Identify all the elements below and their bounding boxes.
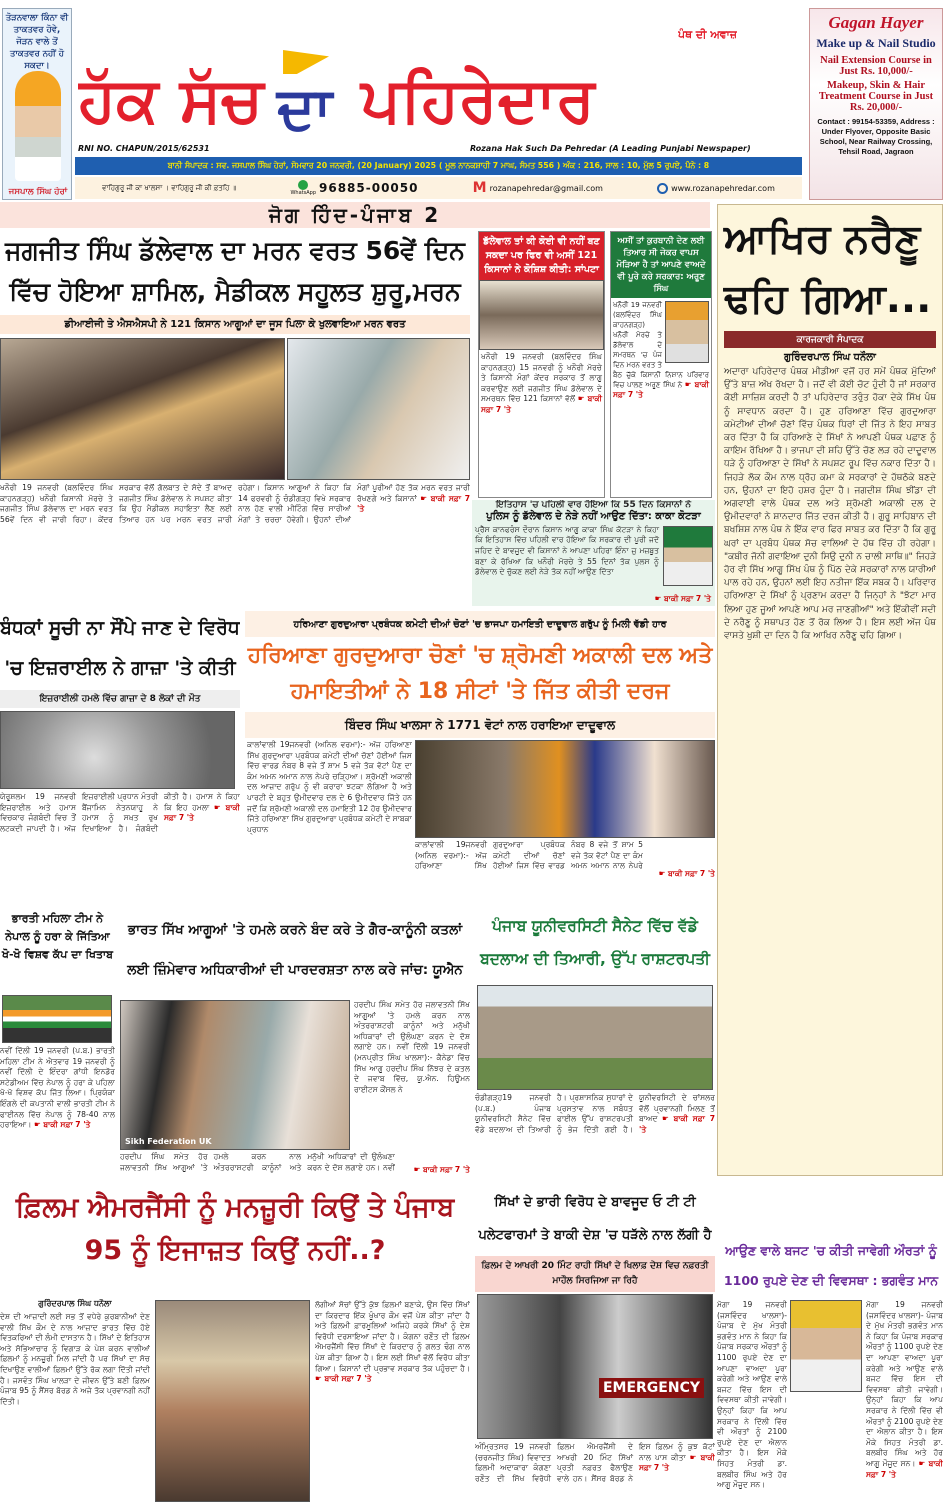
bhagwant-mann-photo <box>790 1300 862 1392</box>
website[interactable] <box>657 183 775 194</box>
lead-photo-farmers <box>0 338 285 480</box>
haryana-body-text-2: ਕਾਲਾਂਵਾਲੀ 19ਜਨਵਰੀ (ਅਨਿਲ ਵਰਮਾ):- ਅੱਜ ਹਰਿਆਣਾ ਸਿੱਖ ਗੁਰਦੁਆਰਾ ਪ੍ਰਬੰਧਕ ਕਮੇਟੀ ਦੀਆਂ ਚੋਣਾਂ ਹੋਈਆਂ ਜਿਸ ਵਿੱਚ ਵਾਰਡ ਨੰਬਰ 8 ਵਜੇ ਤੋਂ ਸ਼ਾਮ 5 ਵਜੇ ਤੱਕ ਵੋਟਾਂ ਪੈਣ ਦਾ ਕੰਮ ਅਮਨ ਅਮਾਨ ਨਾਲ ਨੇਪਰੇ <box>415 840 643 871</box>
council-body-text: ਹਰਦੀਪ ਸਿੰਘ ਸਮੇਤ ਹੋਰ ਜਲਾਵਤਨੀ ਸਿੱਖ ਆਗੂਆਂ 'ਤੇ ਹਮਲੇ ਕਰਨ ਨਾਲ ਅੰਤਰਰਾਸ਼ਟਰੀ ਕਾਨੂੰਨਾਂ ਅਤੇ ਮਨੁੱਖੀ ਅਧਿਕਾਰਾਂ ਦੀ ਉਲੰਘਣਾ ਕਰਨ ਦੇ ਦੋਸ਼ ਲਗਾਏ ਹਨ। ਨਵੀਂ ਦਿੱਲੀ 19 ਜਨਵਰੀ (ਮਨਪ੍ਰੀਤ ਸਿੰਘ ਖਾਲਸਾ):- ਕੈਨੇਡਾ ਵਿੱਚ ਸਿੱਖ ਆਗੂ ਹਰਦੀਪ ਸਿੰਘ ਨਿੱਝਰ ਦੇ ਕਤਲ ਦੇ ਜਵਾਬ ਵਿੱਚ, ਯੂ.ਐਨ. ਹਿਊਮਨ ਰਾਈਟਸ ਕੌਂਸਲ ਨੇ <box>354 1000 470 1094</box>
kotra-photo <box>663 526 713 586</box>
emergency-body-right-text: ਲੱਗੀਆਂ ਸੋਚਾਂ ਉੱਤੇ ਕੁੱਝ ਫ਼ਿਲਮਾਂ ਬਣਾਕੇ, ਉਸ ਵਿੱਚ ਸਿੱਖਾਂ ਦਾ ਕਿਰਦਾਰ ਇੱਕ ਖੂੰਖਾਰ ਕੌਮ ਵਜੋਂ ਪੇਸ਼ ਕੀਤਾ ਜਾਂਦਾ ਹੈ ਅਤੇ ਫ਼ਿਲਮੀ ਫ਼ਾਰਮੂਲਿਆਂ ਅਜਿਹੇ ਕਰਕੇ ਸਿੱਖਾਂ ਨੂੰ ਦੇਸ਼ ਵਿਰੋਧੀ ਦਰਸਾਇਆ ਜਾਂਦਾ ਹੈ। ਕੰਗਨਾ ਰਣੌਤ ਦੀ ਫ਼ਿਲਮ ਐਮਰਜੈਂਸੀ ਵਿੱਚ ਸਿੱਖਾਂ ਦੇ ਕਿਰਦਾਰ ਨੂੰ ਗਲਤ ਢੰਗ ਨਾਲ ਪੇਸ਼ ਕੀਤਾ ਗਿਆ ਹੈ। ਇਸ ਲਈ ਸਿੱਖਾਂ ਵੱਲੋਂ ਵਿਰੋਧ ਕੀਤਾ ਗਿਆ। ਕਿਸਾਨਾਂ ਦੀ ਪ੍ਰਭਾਵ ਸਰਕਾਰ ਤੱਕ ਪਹੁੰਚਦਾ ਹੈ। <box>315 1300 470 1373</box>
gaza-photo <box>0 711 235 789</box>
continued-link[interactable]: ☛ ਬਾਕੀ ਸਫ਼ਾ 7 'ਤੇ <box>164 802 240 823</box>
haryana-headline: ਹਰਿਆਣਾ ਗੁਰਦੁਆਰਾ ਚੋਣਾਂ 'ਚ ਸ਼੍ਰੋਮਣੀ ਅਕਾਲੀ ਦਲ ਅਤੇ ਹਮਾਇਤੀਆਂ ਨੇ 18 ਸੀਟਾਂ 'ਤੇ ਜਿੱਤ ਕੀਤੀ ਦਰਜ <box>247 643 713 704</box>
masthead-title-3: ਪਹਿਰੇਦਾਰ <box>361 63 595 136</box>
continued-link[interactable]: ☛ ਬਾਕੀ ਸਫ਼ਾ 7 'ਤੇ <box>639 1452 715 1473</box>
email[interactable] <box>473 180 603 196</box>
israel-body <box>0 792 240 878</box>
rni-number: RNI NO. CHAPUN/2015/62531 <box>78 144 210 153</box>
haryana-body-continued <box>415 840 643 880</box>
red-box-photo <box>479 280 604 350</box>
pu-body <box>475 1093 715 1177</box>
phone-number: 96885-00050 <box>319 181 419 195</box>
emergency-poster <box>477 1294 713 1439</box>
ad-course-1: Nail Extension Course in Just Rs. 10,000/- <box>820 55 932 77</box>
continued-link[interactable]: ☛ ਬਾਕੀ ਸਫ਼ਾ 7 'ਤੇ <box>315 1374 372 1384</box>
red-box-body-text: ਖਨੌਰੀ 19 ਜਨਵਰੀ (ਬਲਵਿੰਦਰ ਸਿੰਘ ਕਾਹਨਗੜ੍ਹ) 15 ਜਨਵਰੀ ਨੂੰ ਖਨੌਰੀ ਮੋਰਚੇ ਤੇ ਕਿਸਾਨੀ ਮੰਗਾਂ ਕੇਂਦਰ ਸਰਕਾਰ ਤੋਂ ਲਾਗੂ ਕਰਵਾਉਣ ਲਈ ਜਗਜੀਤ ਸਿੰਘ ਡੱਲੇਵਾਲ ਦੇ ਸਮਰਥਨ ਵਿੱਚ 121 ਕਿਸਾਨਾਂ ਵੱਲੋਂ <box>481 352 602 404</box>
green-box-body-text: ਖਨੌਰੀ 19 ਜਨਵਰੀ (ਬਲਵਿੰਦਰ ਸਿੰਘ ਕਾਹਨਗੜ੍ਹ) ਖਨੌਰੀ ਮੋਰਚੇ ਤੇ ਡੱਲੇਵਾਲ ਦੇ ਸਮਰਥਨ 'ਚ ਪੰਜ ਦਿਨ ਮਰਨ ਵਰਤ ਤੇ ਬੈਠ ਚੁੱਕੇ ਕਿਸਾਨੀ ਨਿਸ਼ਾਨ ਪਰਿਵਾਰ ਵਿਚ ਪਾਲਣ ਅਰੂਣ ਸਿੰਘ ਨੇ <box>613 301 709 389</box>
lead-body <box>0 483 470 579</box>
budget-headline: ਆਉਣ ਵਾਲੇ ਬਜਟ 'ਚ ਕੀਤੀ ਜਾਵੇਗੀ ਔਰਤਾਂ ਨੂੰ 1100 ਰੁਪਏ ਦੇਣ ਦੀ ਵਿਵਸਥਾ : ਭਗਵੰਤ ਮਾਨ <box>723 1243 939 1288</box>
website-url: www.rozanapehredar.com <box>671 183 775 193</box>
editorial-author: ਗੁਰਿੰਦਰਪਾਲ ਸਿੰਘ ਧਨੌਲਾ <box>784 351 876 363</box>
greeting: ਵਾਹਿਗੁਰੂ ਜੀ ਕਾ ਖਾਲਸਾ । ਵਾਹਿਗੁਰੂ ਜੀ ਕੀ ਫ਼ਤਹਿ ॥ <box>102 183 237 192</box>
ott-headline: ਸਿੱਖਾਂ ਦੇ ਭਾਰੀ ਵਿਰੋਧ ਦੇ ਬਾਵਜੂਦ ਓ ਟੀ ਟੀ ਪਲੇਟਫਾਰਮਾਂ ਤੇ ਬਾਕੀ ਦੇਸ਼ 'ਚ ਧੜੱਲੇ ਨਾਲ ਲੱਗੀ ਹੈ <box>478 1195 712 1243</box>
red-box-body <box>479 350 604 418</box>
editorial-headline: ਆਖਿਰ ਨਰੈਣੂ ਢਹਿ ਗਿਆ... <box>724 216 932 322</box>
israel-body-text: ਯੇਰੂਸ਼ਲਮ 19 ਜਨਵਰੀ ਇਜ਼ਰਾਈਲ ਅਤੇ ਹਮਾਸ ਵਿਚਕਾਰ ਜੰਗਬੰਦੀ ਵਿਚ ਤੌਂ ਲਟਕਦੀ ਜਾਪਦੀ ਹੈ। ਅੱਜ ਇਜ਼ਰਾਈਲੀ ਪ੍ਰਧਾਨ ਮੰਤਰੀ ਬੈਂਜਾਮਿਨ ਨੇਤਨਯਾਹੂ ਨੇ ਹਮਾਸ ਨੂੰ ਸਖ਼ਤ ਰੁਖ ਦਿਖਾਇਆ ਹੈ। ਜੰਗਬੰਦੀ ਕੀਤੀ ਹੈ। ਹਮਾਸ ਨੇ ਕਿਹਾ ਕਿ ਇਹ ਹਮਲਾ <box>0 792 240 833</box>
haryana-photo-collage <box>415 740 715 838</box>
founder-name: ਜਸਪਾਲ ਸਿੰਘ ਹੇਰਾਂ <box>8 187 68 197</box>
section-title: ਜੋਗ ਹਿੰਦ-ਪੰਜਾਬ 2 <box>268 203 442 227</box>
kho-kho-body-text: ਨਵੀਂ ਦਿੱਲੀ 19 ਜਨਵਰੀ (ਪ.ਬ.) ਭਾਰਤੀ ਮਹਿਲਾ ਟੀਮ ਨੇ ਐਤਵਾਰ 19 ਜਨਵਰੀ ਨੂੰ ਨਵੀਂ ਦਿੱਲੀ ਦੇ ਇੰਦਰਾ ਗਾਂਧੀ ਇਨਡੋਰ ਸਟੇਡੀਅਮ ਵਿੱਚ ਨੇਪਾਲ ਨੂੰ ਹਰਾ ਕੇ ਪਹਿਲਾ ਖੋ-ਖੋ ਵਿਸ਼ਵ ਕੱਪ ਜਿੱਤ ਲਿਆ। ਪ੍ਰਿਯੰਕਾ ਇੰਗਲੇ ਦੀ ਕਪਤਾਨੀ ਵਾਲੀ ਭਾਰਤੀ ਟੀਮ ਨੇ ਫਾਈਨਲ ਵਿੱਚ ਨੇਪਾਲ ਨੂੰ 78-40 ਨਾਲ ਹਰਾਇਆ। <box>0 1046 115 1130</box>
editorial-body-text: ਅਦਾਰਾ ਪਹਿਰੇਦਾਰ ਪੰਥਕ ਮੀਡੀਆ ਵਜੋਂ ਹਰ ਸਮੇਂ ਪੰਥਕ ਮੁੱਦਿਆਂ ਉੱਤੇ ਬਾਜ਼ ਅੱਖ ਰੱਖਦਾ ਹੈ। ਜਦੋਂ ਵੀ ਕੋਈ ਚੋਟ ਹੁੰਦੀ ਹੈ ਜਾਂ ਸਰਕਾਰ ਕੋਈ ਸਾਜ਼ਿਸ਼ ਕਰਦੀ ਹੈ ਤਾਂ ਪਹਿਰੇਦਾਰ ਤਰੁੰਤ ਹੋਕਾ ਦੇਕੇ ਸਿੱਖ ਪੰਥ ਨੂੰ ਸਾਵਧਾਨ ਕਰਦਾ ਹੈ। ਹੁਣ ਹਰਿਆਣਾ ਵਿੱਚ ਗੁਰਦੁਆਰਾ ਕਮੇਟੀਆਂ ਦੀਆਂ ਚੋਣਾਂ ਵਿੱਚ ਪੰਥਕ ਧਿਰਾਂ ਦੀ ਜਿੱਤ ਨੇ ਇਹ ਸਾਬਤ ਕਰ ਦਿੱਤਾ ਹੈ ਕਿ ਹਰਿਆਣੇ ਦੇ ਸਿੱਖਾਂ ਨੇ ਆਪਣੀ ਪੰਥਕ ਪਛਾਣ ਨੂੰ ਕਾਇਮ ਰੱਖਿਆ ਹੈ। ਭਾਜਪਾ ਦੀ ਸ਼ਹਿ ਉੱਤੇ ਚੋਣ ਲੜ ਰਹੇ ਦਾਦੂਵਾਲ ਧੜੇ ਨੂੰ ਹਰਿਆਣਾ ਦੇ ਸਿੱਖਾਂ ਨੇ ਸਪਸ਼ਟ ਰੂਪ ਵਿੱਚ ਨਕਾਰ ਦਿੱਤਾ ਹੈ। ਜਿਹੜੇ ਲੋਕ ਕੌਮ ਨਾਲ ਧ੍ਰੋਹ ਕਮਾ ਕੇ ਸਰਕਾਰਾਂ ਦੇ ਹੱਥਠੋਕੇ ਬਣਦੇ ਹਨ, ਉਹਨਾਂ ਦਾ ਇਹੋ ਹਸ਼ਰ ਹੁੰਦਾ ਹੈ। ਜਗਦੀਸ਼ ਸਿੰਘ ਝੀਂਡਾ ਦੀ ਅਗਵਾਈ ਵਾਲੇ ਪੰਥਕ ਦਲ ਅਤੇ ਸ਼੍ਰੋਮਣੀ ਅਕਾਲੀ ਦਲ ਦੇ ਉਮੀਦਵਾਰਾਂ ਨੇ ਸ਼ਾਨਦਾਰ ਜਿੱਤ ਦਰਜ ਕੀਤੀ ਹੈ। ਗੁਰੂ ਸਾਹਿਬਾਨ ਦੀ ਬਖਸ਼ਿਸ਼ ਨਾਲ ਪੰਥ ਨੇ ਇੱਕ ਵਾਰ ਫਿਰ ਸਾਬਤ ਕਰ ਦਿੱਤਾ ਹੈ ਕਿ ਗੁਰੂ ਘਰਾਂ ਦਾ ਪ੍ਰਬੰਧ ਪੰਥਕ ਸੋਚ ਵਾਲਿਆਂ ਦੇ ਹੱਥ ਵਿੱਚ ਹੀ ਰਹੇਗਾ। "ਕਬੀਰ ਜੋਨੀ ਗਵਾਇਆ ਦੁਨੀ ਸਿਉ ਦੁਨੀ ਨ ਚਾਲੀ ਸਾਥਿ॥" ਜਿਹੜੇ ਹੋਰ ਵੀ ਸਿੱਖ ਆਗੂ ਸਿੱਖ ਪੰਥ ਨੂੰ ਪਿੱਠ ਦੇਕੇ ਸਰਕਾਰਾਂ ਨਾਲ ਯਾਰੀਆਂ ਪਾਲ ਰਹੇ ਹਨ, ਉਹਨਾਂ ਲਈ ਇਹ ਨਤੀਜਾ ਇੱਕ ਸਬਕ ਹੈ। ਪਰਿਵਾਰ ਹਰਿਆਣਾ ਦੇ ਸਿੱਖਾਂ ਨੂੰ ਪ੍ਰਣਾਮ ਕਰਦਾ ਹੈ ਜਿਨ੍ਹਾਂ ਨੇ "ਝੱਟਾ ਮਾਰ ਲਿਆ ਹੁਣ ਜੂਆਂ ਆਪਣੇ ਆਪ ਮਰ ਜਾਣਗੀਆਂ" ਅਤੇ ਇੱਕੀਵੀਂ ਸਦੀ ਦੇ ਨਰੈਣੂ ਨੂੰ ਸਥਾਪਤ ਹੋਣ ਤੋਂ ਰੋਕ ਲਿਆ ਹੈ। ਇਸ ਲਈ ਅੱਜ ਪੰਥ ਵਾਸਤੇ ਖੁਸ਼ੀ ਦਾ ਦਿਨ ਹੈ ਕਿ ਆਖਿਰ ਨਰੈਣੂ ਢਹਿ ਗਿਆ। <box>724 367 936 642</box>
continued-link[interactable]: ☛ ਬਾਕੀ ਸਫ਼ਾ 7 'ਤੇ <box>357 493 470 514</box>
masthead-title-1: ਹੱਕ ਸੱਚ <box>78 63 264 136</box>
whatsapp[interactable] <box>290 180 418 196</box>
council-body-bottom <box>120 1152 395 1176</box>
kotra-headline: ਪੁਲਿਸ ਨੂੰ ਡੱਲੇਵਾਲ ਦੇ ਨੇੜੇ ਨਹੀਂ ਆਉਣ ਦਿੱਤਾ: ਕਾਕਾ ਕੋਟੜਾ <box>486 511 701 523</box>
contact-row <box>75 177 802 199</box>
founder-portrait <box>15 71 61 181</box>
gmail-icon: M <box>472 180 487 196</box>
ad-contact: Contact : 99154-53359, Address : Under Flyover, Opposite Basic School, Near Railway Crossing, Tehsil Road, Jagraon <box>817 117 935 156</box>
emergency-body-right <box>315 1300 470 1504</box>
haryana-kicker: ਹਰਿਆਣਾ ਗੁਰਦੁਆਰਾ ਪ੍ਰਬੰਧਕ ਕਮੇਟੀ ਦੀਆਂ ਚੋਣਾਂ 'ਚ ਭਾਜਪਾ ਹਮਾਇਤੀ ਦਾਦੂਵਾਲ ਗਰੁੱਪ ਨੂੰ ਮਿਲੀ ਵੱਡੀ ਹਾਰ <box>245 611 715 637</box>
green-box-body <box>611 298 711 402</box>
green-box <box>610 231 712 498</box>
continued-link[interactable]: ☛ ਬਾਕੀ ਸਫ਼ਾ 7 'ਤੇ <box>33 1120 91 1130</box>
left-ad <box>2 8 72 200</box>
kotra-kicker: ਇਤਿਹਾਸ 'ਚ ਪਹਿਲੀ ਵਾਰ ਹੋਇਆ ਕਿ 55 ਦਿਨ ਕਿਸਾਨਾਂ ਨੇ <box>496 500 691 510</box>
ad-brand: Gagan Hayer <box>828 13 924 32</box>
lead-photo-dallewal <box>287 338 470 480</box>
whatsapp-badge <box>290 180 316 196</box>
continued-link[interactable]: ☛ ਬਾਕੀ ਸਫ਼ਾ 7 'ਤੇ <box>654 594 711 603</box>
editorial-body <box>718 366 942 1166</box>
council-headline: ਭਾਰਤ ਸਿੱਖ ਆਗੂਆਂ 'ਤੇ ਹਮਲੇ ਕਰਨੇ ਬੰਦ ਕਰੇ ਤੇ ਗੈਰ-ਕਾਨੂੰਨੀ ਕਤਲਾਂ ਲਈ ਜ਼ਿੰਮੇਵਾਰ ਅਧਿਕਾਰੀਆਂ ਦੀ ਪਾਰਦਰਸ਼ਤਾ ਨਾਲ ਕਰੇ ਜਾਂਚ: ਯੂਐਨ <box>127 922 463 978</box>
ott-subhead: ਫ਼ਿਲਮ ਦੇ ਆਖਰੀ 20 ਮਿੰਟ ਰਾਹੀ ਸਿੱਖਾਂ ਦੇ ਖਿਲਾਫ਼ ਦੇਸ਼ ਵਿਚ ਨਫ਼ਰਤੀ ਮਾਹੌਲ ਸਿਰਜਿਆ ਜਾ ਰਿਹੈ <box>475 1256 715 1292</box>
emergency-body-left <box>0 1312 150 1504</box>
kho-kho-team-photo <box>2 995 112 1043</box>
israel-headline: ਬੰਧਕਾਂ ਸੂਚੀ ਨਾ ਸੌਂਪੇ ਜਾਣ ਦੇ ਵਿਰੋਧ 'ਚ ਇਜ਼ਰਾਈਲ ਨੇ ਗਾਜ਼ਾ 'ਤੇ ਕੀਤੀ <box>0 617 240 679</box>
punjab95-photo <box>155 1300 310 1502</box>
council-body <box>354 1000 470 1150</box>
masthead-title-2: ਦਾ <box>277 74 333 140</box>
ott-body <box>475 1442 715 1506</box>
masthead <box>78 8 803 142</box>
section-banner <box>0 202 710 228</box>
continued-link[interactable]: ☛ ਬਾਕੀ ਸਫ਼ਾ 7 'ਤੇ <box>658 869 715 878</box>
haryana-subhead: ਬਿੰਦਰ ਸਿੰਘ ਖਾਲਸਾ ਨੇ 1771 ਵੋਟਾਂ ਨਾਲ ਹਰਾਇਆ ਦਾਦੂਵਾਲ <box>245 712 715 738</box>
emergency-body-left-text: ਦੇਸ਼ ਦੀ ਆਜ਼ਾਦੀ ਲਈ ਸਭ ਤੋਂ ਵਧੇਰੇ ਕੁਰਬਾਨੀਆਂ ਦੇਣ ਵਾਲੀ ਸਿੱਖ ਕੌਮ ਦੇ ਨਾਲ ਆਜ਼ਾਦ ਭਾਰਤ ਵਿੱਚ ਹੋਏ ਵਿਤਕਰਿਆਂ ਦੀ ਲੰਮੀ ਦਾਸਤਾਨ ਹੈ। ਸਿੱਖਾਂ ਦੇ ਇਤਿਹਾਸ ਅਤੇ ਸੱਭਿਆਚਾਰ ਨੂੰ ਵਿਗਾੜ ਕੇ ਪੇਸ਼ ਕਰਨ ਵਾਲੀਆਂ ਫ਼ਿਲਮਾਂ ਨੂੰ ਮਨਜ਼ੂਰੀ ਮਿਲ ਜਾਂਦੀ ਹੈ ਪਰ ਸਿੱਖਾਂ ਦਾ ਸੱਚ ਦਿਖਾਉਣ ਵਾਲੀਆਂ ਫ਼ਿਲਮਾਂ ਉੱਤੇ ਰੋਕ ਲਗਾ ਦਿੱਤੀ ਜਾਂਦੀ ਹੈ। ਜਸਵੰਤ ਸਿੰਘ ਖਾਲੜਾ ਦੇ ਜੀਵਨ ਉੱਤੇ ਬਣੀ ਫ਼ਿਲਮ ਪੰਜਾਬ 95 ਨੂੰ ਸੈਂਸਰ ਬੋਰਡ ਨੇ ਅਜੇ ਤੱਕ ਪ੍ਰਵਾਨਗੀ ਨਹੀਂ ਦਿੱਤੀ। <box>0 1312 150 1406</box>
pu-headline: ਪੰਜਾਬ ਯੂਨੀਵਰਸਿਟੀ ਸੈਨੇਟ ਵਿੱਚ ਵੱਡੇ ਬਦਲਾਅ ਦੀ ਤਿਆਰੀ, ਉੱਪ ਰਾਸ਼ਟਰਪਤੀ <box>480 917 710 968</box>
pu-building-photo <box>477 985 713 1090</box>
dateline: ਬਾਨੀ ਸੰਪਾਦਕ : ਸਵ. ਜਸਪਾਲ ਸਿੰਘ ਹੇਰਾਂ, ਸੋਮਵਾਰ 20 ਜਨਵਰੀ, (20 January) 2025 ( ਮੂਲ ਨਾਨਕਸ਼ਾਹੀ 7 ਮਾਘ, ਸੰਮਤ 556 ) ਅੰਕ : 216, ਸਾਲ : 10, ਮੁੱਲ 5 ਰੁਪਏ, ਪੰਨੇ : 8 <box>167 161 710 170</box>
budget-body-left <box>717 1300 787 1505</box>
haryana-body-text: ਕਾਲਾਂਵਾਲੀ 19ਜਨਵਰੀ (ਅਨਿਲ ਵਰਮਾ):- ਅੱਜ ਹਰਿਆਣਾ ਸਿੱਖ ਗੁਰਦੁਆਰਾ ਪ੍ਰਬੰਧਕ ਕਮੇਟੀ ਦੀਆਂ ਚੋਣਾਂ ਹੋਈਆਂ ਜਿਸ ਵਿੱਚ ਵਾਰਡ ਨੰਬਰ 8 ਵਜੇ ਤੋਂ ਸ਼ਾਮ 5 ਵਜੇ ਤੱਕ ਵੋਟਾਂ ਪੈਣ ਦਾ ਕੰਮ ਅਮਨ ਅਮਾਨ ਨਾਲ ਨੇਪਰੇ ਚੜ੍ਹਿਆ। ਸ਼੍ਰੋਮਣੀ ਅਕਾਲੀ ਦਲ ਆਜ਼ਾਦ ਗਰੁੱਪ ਨੂੰ ਵੀ ਕਰਾਰਾ ਝਟਕਾ ਲੱਗਿਆ ਹੈ ਅਤੇ ਪਾਰਟੀ ਦੇ ਬਹੁਤ ਉਮੀਦਵਾਰ ਦਲ ਦੇ 6 ਉਮੀਦਵਾਰ ਜਿੱਤੇ ਹਨ ਜਦੋਂ ਕਿ ਸ਼੍ਰੋਮਣੀ ਅਕਾਲੀ ਦਲ ਹਮਾਇਤੀ 12 ਹੋਰ ਉਮੀਦਵਾਰ ਜਿੱਤੇ ਹਰਿਆਣਾ ਸਿੱਖ ਗੁਰਦੁਆਰਾ ਪ੍ਰਬੰਧਕ ਕਮੇਟੀ ਦੇ ਸਾਬਕਾ ਪ੍ਰਧਾਨ <box>247 740 412 834</box>
continued-link[interactable]: ☛ ਬਾਕੀ ਸਫ਼ਾ 7 'ਤੇ <box>613 380 710 399</box>
green-box-photo <box>665 301 709 363</box>
lead-headline: ਜਗਜੀਤ ਸਿੰਘ ਡੱਲੇਵਾਲ ਦਾ ਮਰਨ ਵਰਤ 56ਵੇਂ ਦਿਨ ਵਿੱਚ ਹੋਇਆ ਸ਼ਾਮਿਲ, ਮੈਡੀਕਲ ਸਹੂਲਤ ਸ਼ੁਰੂ,ਮਰਨ <box>5 236 465 306</box>
ad-subtitle: Make up & Nail Studio <box>816 36 936 50</box>
emergency-headline: ਫ਼ਿਲਮ ਐਮਰਜੈਂਸੀ ਨੂੰ ਮਨਜ਼ੂਰੀ ਕਿਉਂ ਤੇ ਪੰਜਾਬ 95 ਨੂੰ ਇਜਾਜ਼ਤ ਕਿਉਂ ਨਹੀਂ..? <box>15 1192 455 1266</box>
lead-body-text: ਖਨੌਰੀ 19 ਜਨਵਰੀ (ਬਲਵਿੰਦਰ ਸਿੰਘ ਕਾਹਨਗੜ੍ਹ) ਖਨੌਰੀ ਕਿਸਾਨੀ ਮੋਰਚੇ ਤੇ ਜਗਜੀਤ ਸਿੰਘ ਡੱਲੇਵਾਲ ਦਾ ਮਰਨ ਵਰਤ 56ਵੇਂ ਦਿਨ ਵੀ ਜਾਰੀ ਰਿਹਾ। ਕੇਂਦਰ ਸਰਕਾਰ ਵੱਲੋਂ ਗੱਲਬਾਤ ਦੇ ਸੱਦੇ ਤੋਂ ਬਾਅਦ ਜਗਜੀਤ ਸਿੰਘ ਡੱਲੇਵਾਲ ਨੇ ਸਪਸ਼ਟ ਕੀਤਾ ਕਿ ਉਹ ਮੈਡੀਕਲ ਸਹਾਇਤਾ ਲੈਣ ਲਈ ਤਿਆਰ ਹਨ ਪਰ ਮਰਨ ਵਰਤ ਜਾਰੀ ਰਹੇਗਾ। ਕਿਸਾਨ ਆਗੂਆਂ ਨੇ ਕਿਹਾ ਕਿ 14 ਫਰਵਰੀ ਨੂੰ ਚੰਡੀਗੜ੍ਹ ਵਿਖੇ ਸਰਕਾਰ ਨਾਲ ਹੋਣ ਵਾਲੀ ਮੀਟਿੰਗ ਵਿੱਚ ਸਾਰੀਆਂ ਮੰਗਾਂ ਤੇ ਚਰਚਾ ਹੋਵੇਗੀ। ਉਹਨਾਂ ਦੀਆਂ ਮੰਗਾਂ ਪੂਰੀਆਂ ਹੋਣ ਤੱਕ ਮਰਨ ਵਰਤ ਜਾਰੀ ਰੱਖਣਗੇ ਅਤੇ ਕਿਸਾਨਾਂ <box>0 483 470 524</box>
pu-body-text: ਚੰਡੀਗੜ੍ਹ19 ਜਨਵਰੀ (ਪ.ਬ.) ਪੰਜਾਬ ਯੂਨੀਵਰਸਿਟੀ ਸੈਨੇਟ ਵਿੱਚ ਵੱਡੇ ਬਦਲਾਅ ਦੀ ਤਿਆਰੀ ਹੈ। ਪ੍ਰਸ਼ਾਸਨਿਕ ਸੁਧਾਰਾਂ ਦੇ ਪ੍ਰਸਤਾਵ ਨਾਲ ਸਬੰਧਤ ਫਾਈਲ ਉੱਪ ਰਾਸ਼ਟਰਪਤੀ ਨੂੰ ਭੇਜ ਦਿੱਤੀ ਗਈ ਹੈ। ਯੂਨੀਵਰਸਿਟੀ ਦੇ ਚਾਂਸਲਰ ਵੱਲੋਂ ਪ੍ਰਵਾਨਗੀ ਮਿਲਣ ਤੋਂ ਬਾਅਦ <box>475 1093 715 1134</box>
israel-subhead: ਇਜ਼ਰਾਈਲੀ ਹਮਲੇ ਵਿੱਚ ਗਾਜ਼ਾ ਦੇ 8 ਲੋਕਾਂ ਦੀ ਮੌਤ <box>0 690 240 708</box>
budget-body-text-2: ਮੋਗਾ 19 ਜਨਵਰੀ (ਜਸਵਿੰਦਰ ਖਾਲਸਾ)- ਪੰਜਾਬ ਦੇ ਮੁੱਖ ਮੰਤਰੀ ਭਗਵੰਤ ਮਾਨ ਨੇ ਕਿਹਾ ਕਿ ਪੰਜਾਬ ਸਰਕਾਰ ਔਰਤਾਂ ਨੂੰ 1100 ਰੁਪਏ ਦੇਣ ਦਾ ਆਪਣਾ ਵਾਅਦਾ ਪੂਰਾ ਕਰੇਗੀ ਅਤੇ ਆਉਣ ਵਾਲੇ ਬਜਟ ਵਿੱਚ ਇਸ ਦੀ ਵਿਵਸਥਾ ਕੀਤੀ ਜਾਵੇਗੀ। ਉਨ੍ਹਾਂ ਕਿਹਾ ਕਿ ਆਪ ਸਰਕਾਰ ਨੇ ਦਿੱਲੀ ਵਿੱਚ ਵੀ ਔਰਤਾਂ ਨੂੰ 2100 ਰੁਪਏ ਦੇਣ ਦਾ ਐਲਾਨ ਕੀਤਾ ਹੈ। ਇਸ ਮੌਕੇ ਸਿਹਤ ਮੰਤਰੀ ਡਾ. ਬਲਬੀਰ ਸਿੰਘ ਅਤੇ ਹੋਰ ਆਗੂ ਮੌਜੂਦ ਸਨ। <box>866 1300 943 1468</box>
kho-kho-body <box>0 1046 115 1176</box>
kotra-body-text: ਪ੍ਰੈੱਸ ਕਾਨਫਰੰਸ ਦੌਰਾਨ ਕਿਸਾਨ ਆਗੂ ਕਾਕਾ ਸਿੰਘ ਕੋਟੜਾ ਨੇ ਕਿਹਾ ਕਿ ਇਤਿਹਾਸ ਵਿੱਚ ਪਹਿਲੀ ਵਾਰ ਹੋਇਆ ਕਿ ਸਰਕਾਰ ਦੀ ਪੂਰੀ ਜਦੋ ਜਹਿਦ ਦੇ ਬਾਵਜੂਦ ਵੀ ਕਿਸਾਨਾਂ ਨੇ ਆਪਣਾ ਪਹਿਰਾ ਇੰਨਾ ਜ਼ੁ ਮਜ਼ਬੂਤ ਬਣਾ ਕੇ ਰੱਖਿਆ ਕਿ ਖਨੌਰੀ ਮੋਰਚੇ ਤੇ 55 ਦਿਨਾਂ ਤੱਕ ਪੁਲਸ ਨੂੰ ਡੱਲੇਵਾਲ ਦੇ ਚੁੱਕਣ ਲਈ ਨੇੜੇ ਤੱਕ ਨਹੀਂ ਆਉਣ ਦਿੱਤਾ <box>475 524 659 577</box>
continued-link[interactable]: ☛ ਬਾਕੀ ਸਫ਼ਾ 7 'ਤੇ <box>413 1165 470 1174</box>
dateline-band <box>75 157 802 175</box>
kho-kho-headline: ਭਾਰਤੀ ਮਹਿਲਾ ਟੀਮ ਨੇ ਨੇਪਾਲ ਨੂੰ ਹਰਾ ਕੇ ਜਿੱਤਿਆ ਖੋ-ਖੋ ਵਿਸ਼ਵ ਕੱਪ ਦਾ ਖਿਤਾਬ <box>1 912 114 961</box>
red-box <box>478 231 605 498</box>
emergency-byline: ਗੁਰਿੰਦਰਪਾਲ ਸਿੰਘ ਧਨੌਲਾ <box>38 1299 112 1308</box>
kotra-article <box>472 500 715 606</box>
ad-course-2: Makeup, Skin & Hair Treatment Course in Just Rs. 20,000/- <box>818 80 934 113</box>
continued-link[interactable]: ☛ ਬਾਕੀ ਸਫ਼ਾ 7 'ਤੇ <box>639 1114 715 1134</box>
masthead-flag-group <box>277 50 347 140</box>
whatsapp-icon <box>298 180 308 190</box>
continued-link[interactable]: ☛ ਬਾਕੀ ਸਫ਼ਾ 7 'ਤੇ <box>481 394 602 414</box>
haryana-body <box>247 740 412 838</box>
lead-subhead: ਡੀਆਈਜੀ ਤੇ ਐਸਐਸਪੀ ਨੇ 121 ਕਿਸਾਨ ਆਗੂਆਂ ਦਾ ਜੂਸ ਪਿਲਾ ਕੇ ਖੁਲਵਾਇਆ ਮਰਨ ਵਰਤ <box>0 315 470 334</box>
budget-body-right <box>866 1300 943 1505</box>
editorial-box <box>717 204 943 1176</box>
green-box-headline: ਅਸੀਂ ਤਾਂ ਕੁਰਬਾਨੀ ਦੇਣ ਲਈ ਤਿਆਰ ਸੀ ਜੇਕਰ ਵਾਪਸ ਮੋੜਿਆ ਹੈ ਤਾਂ ਆਪਣੇ ਵਾਅਦੇ ਵੀ ਪੂਰੇ ਕਰੇ ਸਰਕਾਰ: ਅਰੂਣ ਸਿੰਘ <box>611 232 711 298</box>
masthead-title-row <box>78 50 803 140</box>
email-address: rozanapehredar@gmail.com <box>489 183 603 193</box>
english-tagline: Rozana Hak Such Da Pehredar (A Leading Punjabi Newspaper) <box>470 144 751 153</box>
editorial-role: ਕਾਰਜਕਾਰੀ ਸੰਪਾਦਕ <box>724 331 936 348</box>
whatsapp-label: WhatsApp <box>290 190 316 196</box>
red-box-headline: ਡੱਲੇਵਾਲ ਤਾਂ ਕੀ ਕੋਈ ਵੀ ਨਹੀਂ ਬਣ ਸਕਦਾ ਪਰ ਫਿਰ ਵੀ ਅਸੀਂ 121 ਕਿਸਾਨਾਂ ਨੇ ਕੋਸ਼ਿਸ਼ ਕੀਤੀ: ਸਾਂਪਟਾ <box>479 232 604 280</box>
masthead-tagline: ਪੰਥ ਦੀ ਅਵਾਜ਼ <box>678 28 737 41</box>
council-photo <box>120 1000 350 1150</box>
budget-body-text: ਮੋਗਾ 19 ਜਨਵਰੀ (ਜਸਵਿੰਦਰ ਖਾਲਸਾ)- ਪੰਜਾਬ ਦੇ ਮੁੱਖ ਮੰਤਰੀ ਭਗਵੰਤ ਮਾਨ ਨੇ ਕਿਹਾ ਕਿ ਪੰਜਾਬ ਸਰਕਾਰ ਔਰਤਾਂ ਨੂੰ 1100 ਰੁਪਏ ਦੇਣ ਦਾ ਆਪਣਾ ਵਾਅਦਾ ਪੂਰਾ ਕਰੇਗੀ ਅਤੇ ਆਉਣ ਵਾਲੇ ਬਜਟ ਵਿੱਚ ਇਸ ਦੀ ਵਿਵਸਥਾ ਕੀਤੀ ਜਾਵੇਗੀ। ਉਨ੍ਹਾਂ ਕਿਹਾ ਕਿ ਆਪ ਸਰਕਾਰ ਨੇ ਦਿੱਲੀ ਵਿੱਚ ਵੀ ਔਰਤਾਂ ਨੂੰ 2100 ਰੁਪਏ ਦੇਣ ਦਾ ਐਲਾਨ ਕੀਤਾ ਹੈ। ਇਸ ਮੌਕੇ ਸਿਹਤ ਮੰਤਰੀ ਡਾ. ਬਲਬੀਰ ਸਿੰਘ ਅਤੇ ਹੋਰ ਆਗੂ ਮੌਜੂਦ ਸਨ। <box>717 1300 787 1490</box>
globe-icon <box>657 183 668 194</box>
photo-caption: Sikh Federation UK <box>125 1137 212 1146</box>
continued-link[interactable]: ☛ ਬਾਕੀ ਸਫ਼ਾ 7 'ਤੇ <box>866 1458 943 1479</box>
council-body-text-2: ਹਰਦੀਪ ਸਿੰਘ ਸਮੇਤ ਹੋਰ ਜਲਾਵਤਨੀ ਸਿੱਖ ਆਗੂਆਂ 'ਤੇ ਹਮਲੇ ਕਰਨ ਨਾਲ ਅੰਤਰਰਾਸ਼ਟਰੀ ਕਾਨੂੰਨਾਂ ਅਤੇ ਮਨੁੱਖੀ ਅਧਿਕਾਰਾਂ ਦੀ ਉਲੰਘਣਾ ਕਰਨ ਦੇ ਦੋਸ਼ ਲਗਾਏ ਹਨ। ਨਵੀਂ <box>120 1152 395 1172</box>
right-ad <box>809 8 943 200</box>
ott-body-text: ਅੰਮ੍ਰਿਤਸਰ 19 ਜਨਵਰੀ (ਚਰਨਜੀਤ ਸਿੰਘ) ਵਿਵਾਦਤ ਫ਼ਿਲਮੀ ਅਦਾਕਾਰਾ ਕੰਗਣਾ ਰਣੌਤ ਦੀ ਸਿੱਖ ਵਿਰੋਧੀ ਫ਼ਿਲਮ ਐਮਰਜੈਂਸੀ ਦੇ ਆਖਰੀ 20 ਮਿੰਟ ਸਿੱਖਾਂ ਪ੍ਰਤੀ ਨਫ਼ਰਤ ਫੈਲਾਉਣ ਵਾਲੇ ਹਨ। ਸੈਂਸਰ ਬੋਰਡ ਨੇ ਇਸ ਫ਼ਿਲਮ ਨੂੰ ਕੁਝ ਕੱਟਾਂ ਨਾਲ ਪਾਸ ਕੀਤਾ <box>475 1442 715 1483</box>
left-ad-quote: ਤੋੜਨਵਾਲਾ ਕਿੰਨਾ ਵੀ ਤਾਕਤਵਰ ਹੋਵੇ, ਜੋੜਨ ਵਾਲੇ ਤੋਂ ਤਾਕਤਵਰ ਨਹੀਂ ਹੋ ਸਕਦਾ। <box>5 13 69 71</box>
poster-title: EMERGENCY <box>599 1378 704 1398</box>
